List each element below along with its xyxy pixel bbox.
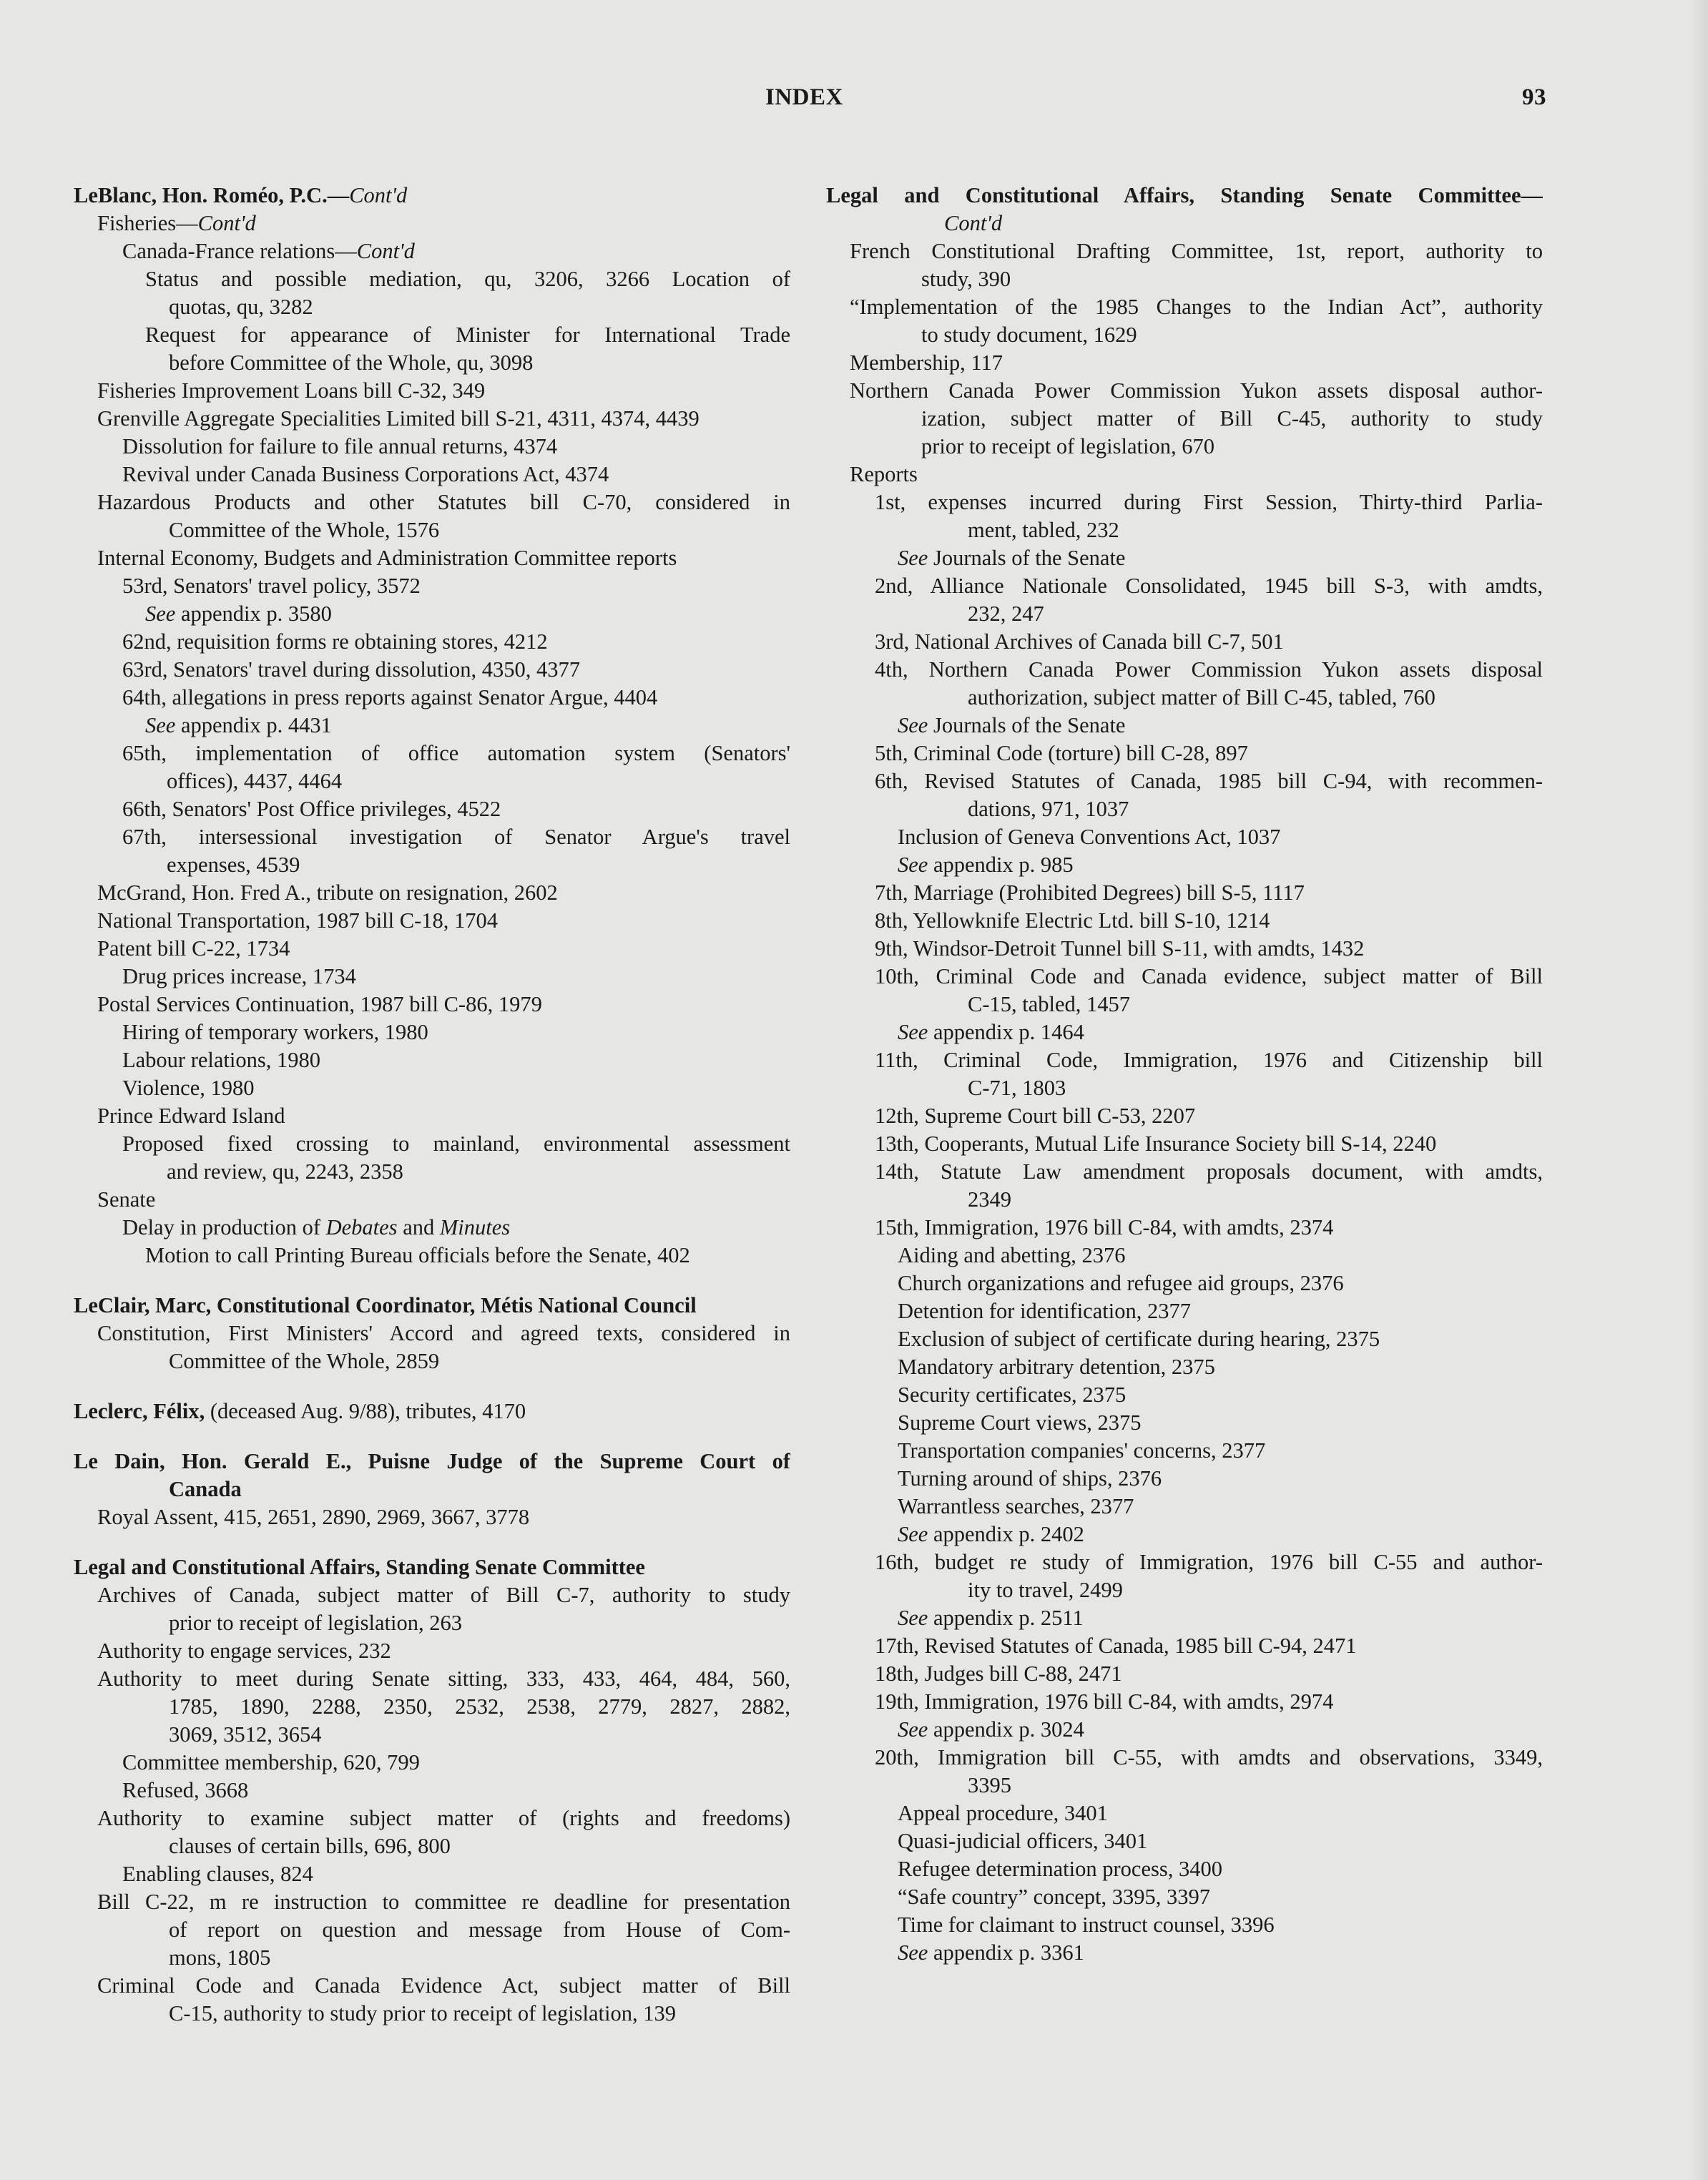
entry-text: Motion to call Printing Bureau officials before the Senate, 402 (145, 1243, 690, 1267)
entry-text: 18th, Judges bill C-88, 2471 (875, 1661, 1122, 1686)
entry-text: appendix p. 2402 (928, 1522, 1084, 1546)
index-entry-line (74, 963, 790, 991)
index-entry-line (826, 1493, 1543, 1521)
entry-text: 62nd, requisition forms re obtaining stores, 4212 (122, 629, 548, 654)
entry-text: 10th, Criminal Code and Canada evidence, subject matter of Bill (875, 964, 1543, 988)
italic-text: See (898, 546, 928, 570)
index-entry-line (826, 1242, 1543, 1270)
entry-text: Proposed fixed crossing to mainland, environmental assessment (122, 1131, 790, 1156)
index-entry-line (74, 1046, 790, 1074)
entry-text: 20th, Immigration bill C-55, with amdts and observations, 3349, (875, 1745, 1543, 1769)
index-entry-line (826, 265, 1543, 293)
entry-text: Committee of the Whole, 2859 (169, 1349, 440, 1373)
entry-text: 14th, Statute Law amendment proposals document, with amdts, (875, 1159, 1543, 1184)
italic-text: See (898, 1940, 928, 1965)
entry-text: National Transportation, 1987 bill C-18, 1704 (97, 908, 499, 933)
italic-text: Cont'd (944, 211, 1003, 235)
entry-text: Refugee determination process, 3400 (898, 1857, 1222, 1881)
index-entry-line (74, 210, 790, 237)
entry-text: Committee of the Whole, 1576 (169, 518, 440, 542)
entry-gap (74, 1531, 790, 1553)
entry-text: Postal Services Continuation, 1987 bill C-86, 1979 (97, 992, 542, 1016)
index-entry-line (826, 823, 1543, 851)
index-entry-line (826, 1465, 1543, 1493)
entry-text: 1st, expenses incurred during First Session, Thirty-third Parlia- (875, 490, 1543, 514)
entry-text: Aiding and abetting, 2376 (898, 1243, 1126, 1267)
index-entry-line (826, 321, 1543, 349)
index-entry-line (74, 1832, 790, 1860)
entry-text: Royal Assent, 415, 2651, 2890, 2969, 3667, 3778 (97, 1505, 530, 1529)
italic-text: Debates (325, 1215, 398, 1239)
index-entry-line (74, 433, 790, 461)
index-entry-line (74, 628, 790, 656)
entry-text: Church organizations and refugee aid groups, 2376 (898, 1271, 1344, 1295)
entry-text: 8th, Yellowknife Electric Ltd. bill S-10, 1214 (875, 908, 1270, 933)
entry-text: Internal Economy, Budgets and Administration Committee reports (97, 546, 677, 570)
running-title: INDEX (765, 84, 843, 110)
index-entry-line (74, 461, 790, 488)
entry-text: Northern Canada Power Commission Yukon assets disposal author- (850, 378, 1543, 403)
entry-text: 12th, Supreme Court bill C-53, 2207 (875, 1104, 1196, 1128)
entry-text: ity to travel, 2499 (968, 1578, 1123, 1602)
index-entry-line (826, 544, 1543, 572)
entry-text: 16th, budget re study of Immigration, 1976 bill C-55 and author- (875, 1550, 1543, 1574)
italic-text: See (898, 853, 928, 877)
entry-text: Enabling clauses, 824 (122, 1862, 313, 1886)
entry-text: Violence, 1980 (122, 1076, 255, 1100)
entry-text: Time for claimant to instruct counsel, 3396 (898, 1913, 1275, 1937)
index-entry-line (826, 1046, 1543, 1074)
index-entry-line (826, 907, 1543, 935)
index-entry-line (74, 1777, 790, 1805)
entry-text: 6th, Revised Statutes of Canada, 1985 bill C-94, with recommen- (875, 769, 1543, 793)
entry-text: dations, 971, 1037 (968, 797, 1129, 821)
index-entry-line (826, 1827, 1543, 1855)
index-entry-line (826, 377, 1543, 405)
entry-text: appendix p. 1464 (928, 1020, 1084, 1044)
italic-text: Cont'd (197, 211, 256, 235)
entry-text: ment, tabled, 232 (968, 518, 1119, 542)
entry-text: 2349 (968, 1187, 1011, 1212)
index-entry-line (74, 1242, 790, 1270)
entry-text: Legal and Constitutional Affairs, Standing Senate Committee (74, 1555, 645, 1579)
entry-text: 66th, Senators' Post Office privileges, 4522 (122, 797, 501, 821)
entry-text: Authority to examine subject matter of (rights and freedoms) (97, 1806, 790, 1830)
italic-text: See (898, 713, 928, 737)
index-entry-line (826, 767, 1543, 795)
italic-text: See (898, 1606, 928, 1630)
entry-text: appendix p. 3361 (928, 1940, 1084, 1965)
index-entry-line (826, 656, 1543, 684)
index-entry-line (826, 237, 1543, 265)
index-entry-line (826, 1353, 1543, 1381)
index-entry-line (826, 1297, 1543, 1325)
entry-text: offices), 4437, 4464 (167, 769, 343, 793)
index-entry-line (74, 1916, 790, 1944)
italic-text: Minutes (439, 1215, 511, 1239)
entry-text: prior to receipt of legislation, 670 (921, 434, 1214, 458)
index-entry-line (74, 1074, 790, 1102)
entry-text: Authority to engage services, 232 (97, 1639, 391, 1663)
index-entry-line (826, 1744, 1543, 1772)
entry-text: 53rd, Senators' travel policy, 3572 (122, 574, 421, 598)
entry-text: Detention for identification, 2377 (898, 1299, 1191, 1323)
entry-text: Authority to meet during Senate sitting, 333, 433, 464, 484, 560, (97, 1666, 790, 1691)
index-entry-line (74, 321, 790, 349)
index-entry-line (826, 628, 1543, 656)
entry-text: Committee membership, 620, 799 (122, 1750, 420, 1774)
index-entry-line (826, 1158, 1543, 1186)
index-entry-line (74, 1186, 790, 1214)
entry-text: 67th, intersessional investigation of Senator Argue's travel (122, 825, 790, 849)
index-entry-line (74, 2000, 790, 2028)
entry-text: 11th, Criminal Code, Immigration, 1976 and Citizenship bill (875, 1048, 1543, 1072)
index-entry-line (74, 656, 790, 684)
entry-text: Mandatory arbitrary detention, 2375 (898, 1355, 1215, 1379)
entry-text: Prince Edward Island (97, 1104, 285, 1128)
index-entry-line (74, 1693, 790, 1721)
index-entry-line (826, 1548, 1543, 1576)
entry-text: Reports (850, 462, 918, 486)
index-entry-line (826, 740, 1543, 767)
entry-text: 15th, Immigration, 1976 bill C-84, with amdts, 2374 (875, 1215, 1334, 1239)
entry-text: “Safe country” concept, 3395, 3397 (898, 1885, 1211, 1909)
entry-text: Hiring of temporary workers, 1980 (122, 1020, 428, 1044)
index-entry-line (74, 1398, 790, 1425)
index-entry-line (74, 572, 790, 600)
entry-text: 64th, allegations in press reports against Senator Argue, 4404 (122, 685, 658, 710)
index-entry-line (826, 349, 1543, 377)
entry-text: to study document, 1629 (921, 323, 1137, 347)
entry-text: Fisheries— (97, 211, 198, 235)
entry-text: Supreme Court views, 2375 (898, 1410, 1142, 1435)
index-entry-line (74, 907, 790, 935)
entry-text: Hazardous Products and other Statutes bill C-70, considered in (97, 490, 790, 514)
entry-text: 13th, Cooperants, Mutual Life Insurance Society bill S-14, 2240 (875, 1131, 1437, 1156)
entry-text: 4th, Northern Canada Power Commission Yukon assets disposal (875, 657, 1543, 682)
entry-text: 2nd, Alliance Nationale Consolidated, 1945 bill S-3, with amdts, (875, 574, 1543, 598)
index-entry-line (826, 1939, 1543, 1967)
entry-text: authorization, subject matter of Bill C-45, tabled, 760 (968, 685, 1435, 710)
index-entry-line (74, 1805, 790, 1832)
index-entry-line (74, 879, 790, 907)
index-entry-line (74, 1581, 790, 1609)
entry-text: Journals of the Senate (928, 713, 1126, 737)
entry-text: 1785, 1890, 2288, 2350, 2532, 2538, 2779, 2827, 2882, (169, 1694, 790, 1719)
index-entry-line (826, 572, 1543, 600)
entry-gap (74, 1425, 790, 1448)
index-entry-line (74, 795, 790, 823)
index-entry-line (74, 1749, 790, 1777)
index-entry-line (74, 823, 790, 851)
entry-text: Bill C-22, m re instruction to committee re deadline for presentation (97, 1890, 790, 1914)
index-entry-line (826, 1604, 1543, 1632)
index-entry-line (74, 237, 790, 265)
index-entry-line (826, 851, 1543, 879)
entry-text: appendix p. 3580 (175, 602, 332, 626)
italic-text: See (145, 713, 176, 737)
entry-text: Dissolution for failure to file annual returns, 4374 (122, 434, 558, 458)
index-entry-line (826, 1688, 1543, 1716)
page-number: 93 (1522, 84, 1546, 110)
entry-text: “Implementation of the 1985 Changes to the Indian Act”, authority (850, 295, 1543, 319)
index-entry-line (74, 851, 790, 879)
index-entry-line (74, 349, 790, 377)
entry-text: Delay in production of (122, 1215, 326, 1239)
index-entry-line (826, 1883, 1543, 1911)
index-entry-line (826, 795, 1543, 823)
entry-text: expenses, 4539 (167, 853, 300, 877)
entry-gap (74, 1375, 790, 1398)
entry-text: Request for appearance of Minister for International Trade (145, 323, 790, 347)
index-heading-line (826, 182, 1543, 210)
entry-text: of report on question and message from House of Com- (169, 1918, 790, 1942)
index-column-right (826, 182, 1543, 1967)
index-entry-line (74, 1214, 790, 1242)
entry-text: Patent bill C-22, 1734 (97, 936, 290, 961)
entry-text: appendix p. 3024 (928, 1717, 1084, 1742)
entry-text: Status and possible mediation, qu, 3206, 3266 Location of (145, 267, 790, 291)
entry-text: Le Dain, Hon. Gerald E., Puisne Judge of the Supreme Court of (74, 1449, 790, 1473)
index-entry-line (826, 1214, 1543, 1242)
entry-text: Turning around of ships, 2376 (898, 1466, 1162, 1491)
italic-text: See (145, 602, 176, 626)
index-entry-line (74, 544, 790, 572)
entry-text: before Committee of the Whole, qu, 3098 (169, 350, 534, 375)
index-entry-line (826, 1772, 1543, 1800)
entry-text: 232, 247 (968, 602, 1044, 626)
entry-text: Refused, 3668 (122, 1778, 249, 1802)
index-column-left (74, 182, 790, 2028)
index-entry-line (826, 516, 1543, 544)
index-entry-line (826, 684, 1543, 712)
index-entry-line (74, 1320, 790, 1347)
index-entry-line (74, 1637, 790, 1665)
entry-text: Security certificates, 2375 (898, 1383, 1127, 1407)
index-entry-line (826, 1270, 1543, 1297)
entry-text: Fisheries Improvement Loans bill C-32, 349 (97, 378, 486, 403)
entry-text: study, 390 (921, 267, 1011, 291)
italic-text: Cont'd (356, 239, 415, 263)
entry-text: 3rd, National Archives of Canada bill C-7, 501 (875, 629, 1284, 654)
italic-text: Cont'd (349, 183, 408, 207)
index-entry-line (74, 1721, 790, 1749)
index-entry-line (826, 712, 1543, 740)
index-entry-line (826, 1521, 1543, 1548)
entry-text: 17th, Revised Statutes of Canada, 1985 bill C-94, 2471 (875, 1634, 1357, 1658)
index-entry-line (826, 1018, 1543, 1046)
entry-text: 63rd, Senators' travel during dissolution, 4350, 4377 (122, 657, 581, 682)
index-entry-line (826, 488, 1543, 516)
entry-text: Legal and Constitutional Affairs, Standing Senate Committee— (826, 183, 1543, 207)
entry-text: 9th, Windsor-Detroit Tunnel bill S-11, with amdts, 1432 (875, 936, 1365, 961)
index-entry-line (826, 1381, 1543, 1409)
index-entry-line (826, 1716, 1543, 1744)
index-entry-line (74, 1888, 790, 1916)
index-entry-line (826, 991, 1543, 1018)
index-entry-line (74, 377, 790, 405)
entry-text: prior to receipt of legislation, 263 (169, 1611, 462, 1635)
index-entry-line (74, 1944, 790, 1972)
index-heading-line (74, 1476, 790, 1503)
entry-text: Warrantless searches, 2377 (898, 1494, 1134, 1518)
index-entry-line (74, 740, 790, 767)
index-heading-line (74, 182, 790, 210)
index-entry-line (74, 1860, 790, 1888)
entry-text: Grenville Aggregate Specialities Limited bill S-21, 4311, 4374, 4439 (97, 406, 700, 431)
entry-text: Canada-France relations— (122, 239, 357, 263)
index-entry-line (74, 405, 790, 433)
scan-edge-shading (1689, 0, 1708, 2180)
entry-text: clauses of certain bills, 696, 800 (169, 1834, 451, 1858)
entry-text: 7th, Marriage (Prohibited Degrees) bill S-5, 1117 (875, 880, 1305, 905)
entry-text: 3069, 3512, 3654 (169, 1722, 322, 1747)
index-entry-line (826, 963, 1543, 991)
entry-text: C-71, 1803 (968, 1076, 1066, 1100)
entry-text: 19th, Immigration, 1976 bill C-84, with amdts, 2974 (875, 1689, 1334, 1714)
entry-text: Constitution, First Ministers' Accord and agreed texts, considered in (97, 1321, 790, 1345)
index-entry-line (826, 433, 1543, 461)
index-entry-line (74, 293, 790, 321)
index-entry-line (826, 1800, 1543, 1827)
index-entry-line (74, 1347, 790, 1375)
entry-text: appendix p. 985 (928, 853, 1074, 877)
index-entry-line (74, 265, 790, 293)
index-entry-line (74, 1018, 790, 1046)
index-entry-line (826, 1186, 1543, 1214)
entry-text: and (397, 1215, 440, 1239)
index-entry-line (826, 210, 1543, 237)
entry-text: LeBlanc, Hon. Roméo, P.C.— (74, 183, 350, 207)
entry-text: Exclusion of subject of certificate during hearing, 2375 (898, 1327, 1380, 1351)
entry-text: mons, 1805 (169, 1945, 271, 1970)
entry-text: LeClair, Marc, Constitutional Coordinator, Métis National Council (74, 1293, 697, 1317)
index-heading-line (74, 1553, 790, 1581)
index-entry-line (826, 935, 1543, 963)
index-entry-line (74, 712, 790, 740)
entry-text: Membership, 117 (850, 350, 1003, 375)
entry-text: (deceased Aug. 9/88), tributes, 4170 (205, 1399, 526, 1423)
entry-text: 5th, Criminal Code (torture) bill C-28, 897 (875, 741, 1248, 765)
index-entry-line (74, 1158, 790, 1186)
index-entry-line (826, 1409, 1543, 1437)
index-entry-line (826, 1325, 1543, 1353)
index-entry-line (74, 1972, 790, 2000)
index-entry-line (74, 1102, 790, 1130)
entry-text: French Constitutional Drafting Committee, 1st, report, authority to (850, 239, 1543, 263)
index-entry-line (74, 684, 790, 712)
entry-text: quotas, qu, 3282 (169, 295, 313, 319)
index-entry-line (826, 1130, 1543, 1158)
entry-text: Inclusion of Geneva Conventions Act, 1037 (898, 825, 1281, 849)
entry-text: Archives of Canada, subject matter of Bill C-7, authority to study (97, 1583, 790, 1607)
entry-text: Canada (169, 1477, 242, 1501)
index-entry-line (826, 1074, 1543, 1102)
index-entry-line (74, 600, 790, 628)
index-entry-line (826, 1855, 1543, 1883)
entry-text: 3395 (968, 1773, 1011, 1797)
index-entry-line (826, 1576, 1543, 1604)
index-entry-line (74, 516, 790, 544)
entry-text: Appeal procedure, 3401 (898, 1801, 1108, 1825)
entry-text: Senate (97, 1187, 156, 1212)
index-entry-line (826, 293, 1543, 321)
index-entry-line (826, 1102, 1543, 1130)
index-heading-line (74, 1448, 790, 1476)
entry-text: Revival under Canada Business Corporations Act, 4374 (122, 462, 609, 486)
entry-text: ization, subject matter of Bill C-45, authority to study (921, 406, 1543, 431)
index-entry-line (826, 600, 1543, 628)
index-entry-line (826, 461, 1543, 488)
index-entry-line (826, 1911, 1543, 1939)
entry-text: Journals of the Senate (928, 546, 1126, 570)
index-entry-line (74, 767, 790, 795)
italic-text: See (898, 1717, 928, 1742)
index-entry-line (74, 488, 790, 516)
index-entry-line (74, 1665, 790, 1693)
index-heading-line (74, 1292, 790, 1320)
entry-text: Leclerc, Félix, (74, 1399, 205, 1423)
entry-text: Drug prices increase, 1734 (122, 964, 356, 988)
index-entry-line (74, 1503, 790, 1531)
entry-text: McGrand, Hon. Fred A., tribute on resignation, 2602 (97, 880, 558, 905)
entry-text: and review, qu, 2243, 2358 (167, 1159, 403, 1184)
index-entry-line (826, 1632, 1543, 1660)
entry-gap (74, 1270, 790, 1292)
index-entry-line (826, 1437, 1543, 1465)
entry-text: 65th, implementation of office automation system (Senators' (122, 741, 790, 765)
index-entry-line (826, 879, 1543, 907)
entry-text: Criminal Code and Canada Evidence Act, subject matter of Bill (97, 1973, 790, 1998)
italic-text: See (898, 1020, 928, 1044)
index-entry-line (74, 991, 790, 1018)
entry-text: Transportation companies' concerns, 2377 (898, 1438, 1266, 1463)
index-entry-line (826, 405, 1543, 433)
index-entry-line (74, 1609, 790, 1637)
index-entry-line (74, 935, 790, 963)
entry-text: C-15, authority to study prior to receipt of legislation, 139 (169, 2001, 677, 2026)
entry-text: C-15, tabled, 1457 (968, 992, 1131, 1016)
index-entry-line (826, 1660, 1543, 1688)
entry-text: appendix p. 2511 (928, 1606, 1084, 1630)
index-entry-line (74, 1130, 790, 1158)
entry-text: appendix p. 4431 (175, 713, 332, 737)
entry-text: Labour relations, 1980 (122, 1048, 320, 1072)
entry-text: Quasi-judicial officers, 3401 (898, 1829, 1148, 1853)
italic-text: See (898, 1522, 928, 1546)
